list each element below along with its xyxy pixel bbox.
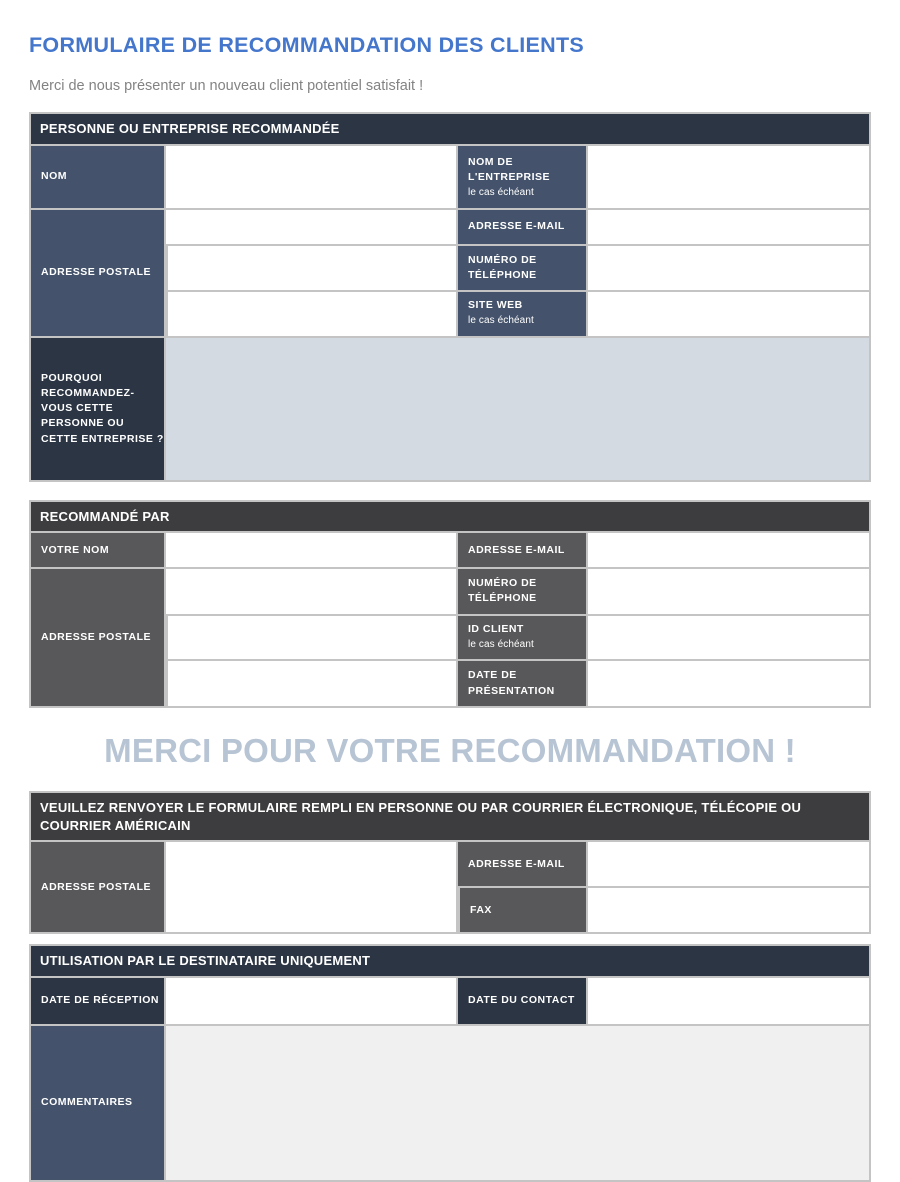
table-row xyxy=(29,533,871,569)
label-phone: NUMÉRO DE TÉLÉPHONE xyxy=(458,246,588,292)
label-your-email: ADRESSE E-MAIL xyxy=(458,533,588,569)
input-company[interactable] xyxy=(588,146,871,210)
section-header-recipient-use: UTILISATION PAR LE DESTINATAIRE UNIQUEMENT xyxy=(29,944,871,978)
label-why-recommend: POURQUOI RECOMMANDEZ-VOUS CETTE PERSONNE OU CETTE ENTREPRISE ? xyxy=(29,338,166,482)
label-name: NOM xyxy=(29,146,166,210)
referred-person-table xyxy=(29,112,871,482)
input-your-phone[interactable] xyxy=(588,569,871,615)
table-row xyxy=(29,112,871,146)
label-website-text: SITE WEB xyxy=(468,298,523,311)
input-your-name[interactable] xyxy=(166,533,458,569)
label-received-date: DATE DE RÉCEPTION xyxy=(29,978,166,1026)
table-row xyxy=(29,146,871,210)
input-website[interactable] xyxy=(588,292,871,338)
input-address-line-2[interactable] xyxy=(166,246,458,292)
page-subtitle: Merci de nous présenter un nouveau client potentiel satisfait ! xyxy=(29,77,424,94)
thank-you-banner: MERCI POUR VOTRE RECOMMANDATION ! xyxy=(104,731,796,769)
label-email: ADRESSE E-MAIL xyxy=(458,210,588,246)
label-your-phone: NUMÉRO DE TÉLÉPHONE xyxy=(458,569,588,615)
table-row xyxy=(29,978,871,1026)
label-return-fax: FAX xyxy=(458,888,588,934)
section-spacer xyxy=(29,482,871,500)
section-header-return-instructions: VEUILLEZ RENVOYER LE FORMULAIRE REMPLI EN PERSONNE OU PAR COURRIER ÉLECTRONIQUE, TÉLÉCOPIE OU COURRIER AMÉRICAIN xyxy=(29,791,871,842)
input-your-email[interactable] xyxy=(588,533,871,569)
input-email[interactable] xyxy=(588,210,871,246)
input-address-line-1[interactable] xyxy=(166,210,458,246)
label-company-note: le cas échéant xyxy=(468,187,534,199)
input-contact-date[interactable] xyxy=(588,978,871,1026)
input-phone[interactable] xyxy=(588,246,871,292)
table-row xyxy=(29,500,871,534)
table-row xyxy=(29,791,871,842)
input-your-address-line-3[interactable] xyxy=(166,661,458,707)
label-company-text: NOM DE L'ENTREPRISE xyxy=(468,155,551,183)
input-your-address-line-1[interactable] xyxy=(166,569,458,615)
input-submission-date[interactable] xyxy=(588,661,871,707)
label-your-postal-address: ADRESSE POSTALE xyxy=(29,569,166,708)
label-website-note: le cas échéant xyxy=(468,315,534,327)
label-your-name: VOTRE NOM xyxy=(29,533,166,569)
label-submission-date: DATE DE PRÉSENTATION xyxy=(458,661,588,707)
input-your-address-line-2[interactable] xyxy=(166,616,458,662)
page-title: FORMULAIRE DE RECOMMANDATION DES CLIENTS xyxy=(29,33,585,57)
label-client-id xyxy=(458,616,588,662)
label-return-email: ADRESSE E-MAIL xyxy=(458,842,588,888)
return-instructions-table xyxy=(29,791,871,934)
table-row xyxy=(29,338,871,482)
input-name[interactable] xyxy=(166,146,458,210)
label-contact-date: DATE DU CONTACT xyxy=(458,978,588,1026)
label-company xyxy=(458,146,588,210)
referred-by-table xyxy=(29,500,871,708)
table-row xyxy=(29,210,871,246)
input-client-id[interactable] xyxy=(588,616,871,662)
recipient-use-table xyxy=(29,944,871,1182)
table-row xyxy=(29,569,871,615)
table-row xyxy=(29,842,871,888)
input-received-date[interactable] xyxy=(166,978,458,1026)
section-header-referred-person: PERSONNE OU ENTREPRISE RECOMMANDÉE xyxy=(29,112,871,146)
section-spacer xyxy=(29,934,871,944)
label-return-address: ADRESSE POSTALE xyxy=(29,842,166,934)
input-return-address[interactable] xyxy=(166,842,458,934)
label-website xyxy=(458,292,588,338)
input-return-email[interactable] xyxy=(588,842,871,888)
input-why-recommend[interactable] xyxy=(166,338,871,482)
input-return-fax[interactable] xyxy=(588,888,871,934)
input-address-line-3[interactable] xyxy=(166,292,458,338)
input-comments[interactable] xyxy=(166,1026,871,1182)
label-postal-address: ADRESSE POSTALE xyxy=(29,210,166,338)
label-client-id-text: ID CLIENT xyxy=(468,622,524,635)
section-header-referred-by: RECOMMANDÉ PAR xyxy=(29,500,871,534)
label-client-id-note: le cas échéant xyxy=(468,638,534,650)
table-row xyxy=(29,1026,871,1182)
table-row xyxy=(29,944,871,978)
label-comments: COMMENTAIRES xyxy=(29,1026,166,1182)
